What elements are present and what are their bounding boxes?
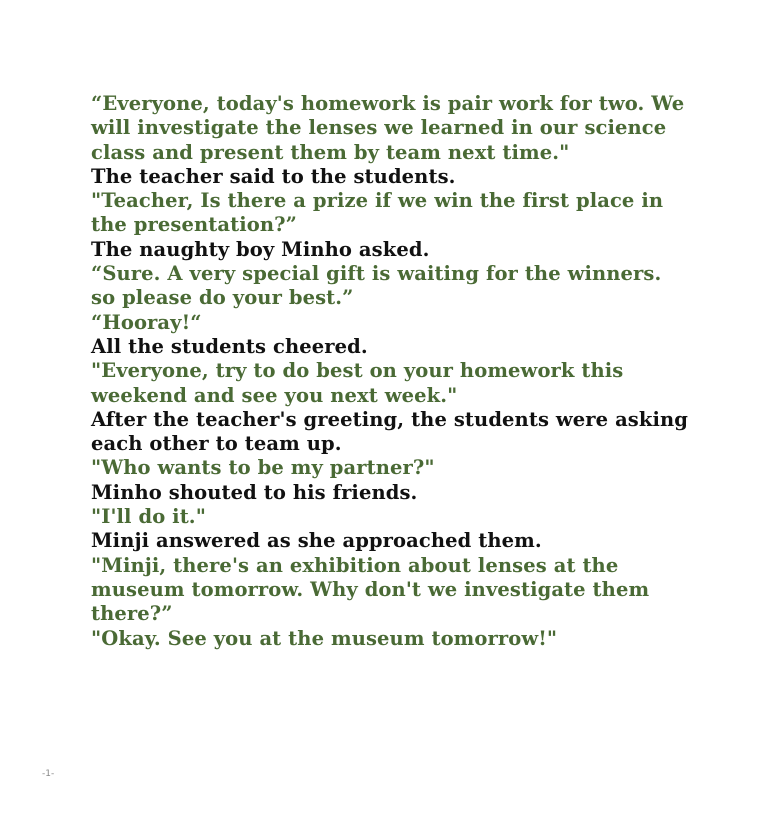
dialogue-line: “Everyone, today's homework is pair work for two. We will investigate the lenses we learned in our science class and present them by team next time." xyxy=(91,92,685,164)
narration-line: The naughty boy Minho asked. xyxy=(91,237,430,261)
narration-line: The teacher said to the students. xyxy=(91,164,456,188)
page-number: -1- xyxy=(42,769,55,779)
dialogue-line: "Minji, there's an exhibition about lenses at the museum tomorrow. Why don't we investigate them there?” xyxy=(91,553,650,626)
story-body xyxy=(91,92,691,651)
dialogue-line: "I'll do it." xyxy=(91,505,206,529)
narration-line: After the teacher's greeting, the students were asking each other to team up. xyxy=(91,407,689,456)
dialogue-line: "Teacher, Is there a prize if we win the first place in the presentation?” xyxy=(91,189,664,237)
narration-line: All the students cheered. xyxy=(91,334,368,358)
dialogue-line: "Okay. See you at the museum tomorrow!" xyxy=(91,626,558,650)
dialogue-line: "Who wants to be my partner?" xyxy=(91,456,435,480)
narration-line: Minho shouted to his friends. xyxy=(91,480,418,504)
dialogue-line: “Hooray!“ xyxy=(91,310,202,334)
dialogue-line: “Sure. A very special gift is waiting for the winners. so please do your best.” xyxy=(91,262,662,310)
dialogue-line: "Everyone, try to do best on your homework this weekend and see you next week." xyxy=(91,359,624,407)
narration-line: Minji answered as she approached them. xyxy=(91,529,542,553)
